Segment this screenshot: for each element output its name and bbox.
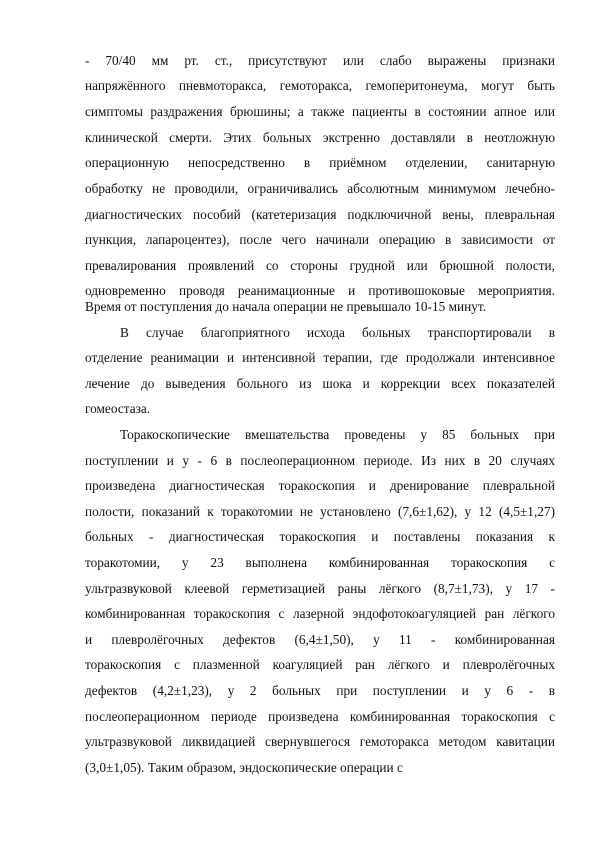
text-line: - 70/40 мм рт. ст., присутствуют или слабо выражены признаки: [85, 53, 555, 68]
text-line: напряжённого пневмоторакса, гемоторакса, гемоперитонеума, могут быть: [85, 78, 555, 93]
text-line: В случае благоприятного исхода больных транспортировали в: [120, 325, 555, 340]
text-line: торакотомии, у 23 выполнена комбинированная торакоскопия с: [85, 555, 555, 570]
text-line: поступлении и у - 6 в послеоперационном периоде. Из них в 20 случаях: [85, 453, 555, 468]
text-line: симптомы раздражения брюшины; а также пациенты в состоянии апное или: [85, 104, 555, 119]
text-line: и плевролёгочных дефектов (6,4±1,50), у 11 - комбинированная: [85, 632, 555, 647]
text-line: послеоперационном периоде произведена комбинированная торакоскопия с: [85, 709, 555, 724]
text-line: ультразвуковой ликвидацией свернувшегося гемоторакса методом кавитации: [85, 734, 555, 749]
text-line: торакоскопия с плазменной коагуляцией ран лёгкого и плевролёгочных: [85, 657, 555, 672]
text-line: Торакоскопические вмешательства проведены у 85 больных при: [120, 427, 555, 442]
text-line: клинической смерти. Этих больных экстренно доставляли в неотложную: [85, 130, 555, 145]
text-line: лечение до выведения больного из шока и коррекции всех показателей: [85, 376, 555, 391]
text-line: больных - диагностическая торакоскопия и поставлены показания к: [85, 529, 555, 544]
text-line: диагностических пособий (катетеризация подключичной вены, плевральная: [85, 207, 555, 222]
text-line: обработку не проводили, ограничивались абсолютным минимумом лечебно-: [85, 181, 555, 196]
text-line: Время от поступления до начала операции не превышало 10-15 минут.: [85, 299, 487, 314]
text-line: полости, показаний к торакотомии не установлено (7,6±1,62), у 12 (4,5±1,27): [85, 504, 555, 519]
text-line: (3,0±1,05). Таким образом, эндоскопические операции с: [85, 760, 403, 775]
text-line: ультразвуковой клеевой герметизацией раны лёгкого (8,7±1,73), у 17 -: [85, 581, 555, 596]
text-line: дефектов (4,2±1,23), у 2 больных при поступлении и у 6 - в: [85, 683, 555, 698]
text-line: операционную непосредственно в приёмном отделении, санитарную: [85, 155, 555, 170]
text-line: одновременно проводя реанимационные и противошоковые мероприятия.: [85, 283, 555, 298]
text-line: пункция, лапароцентез), после чего начинали операцию в зависимости от: [85, 232, 555, 247]
text-line: произведена диагностическая торакоскопия и дренирование плевральной: [85, 478, 555, 493]
text-line: отделение реанимации и интенсивной терапии, где продолжали интенсивное: [85, 350, 555, 365]
text-line: комбинированная торакоскопия с лазерной эндофотокоагуляцией ран лёгкого: [85, 606, 555, 621]
text-line: превалирования проявлений со стороны грудной или брюшной полости,: [85, 258, 555, 273]
text-line: гомеостаза.: [85, 401, 151, 416]
